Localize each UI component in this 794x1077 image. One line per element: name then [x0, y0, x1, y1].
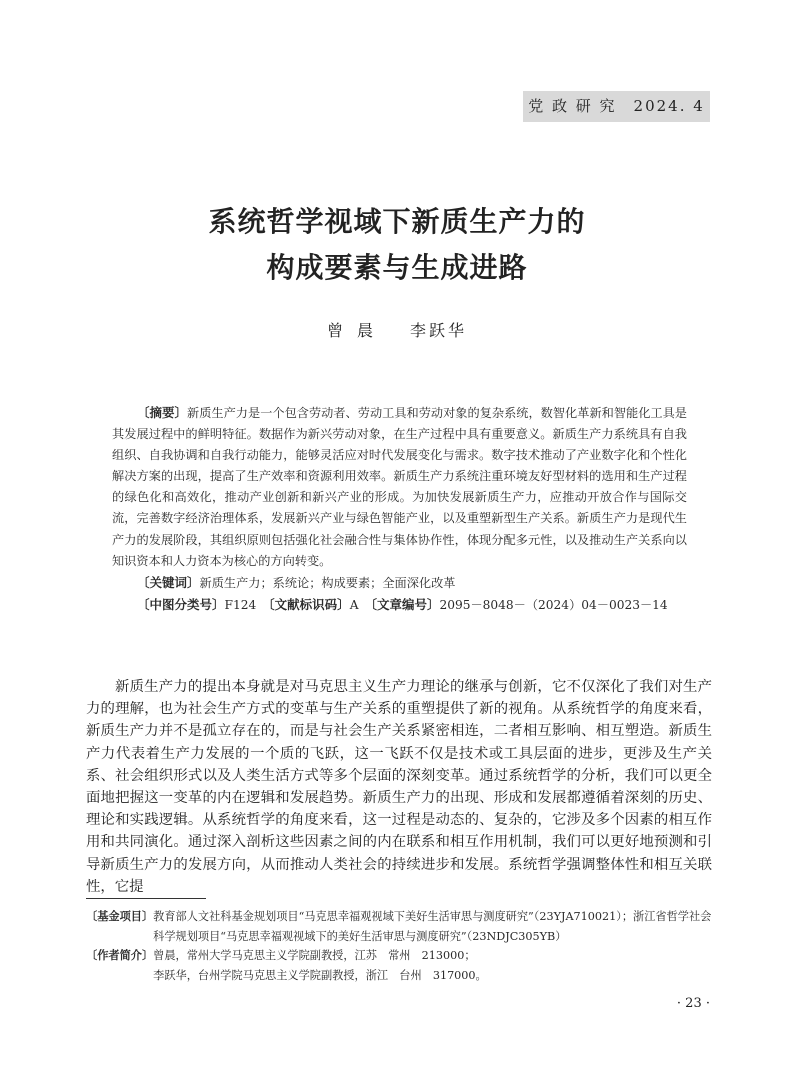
abstract-section — [112, 402, 687, 616]
clc-value: F124 — [224, 597, 257, 612]
author-1: 曾晨 — [326, 321, 387, 340]
author-bio-2: 李跃华，台州学院马克思主义学院副教授，浙江 台州 317000。 — [153, 968, 487, 982]
author-bio-label: 〔作者简介〕 — [86, 949, 154, 962]
abstract-label: 〔摘要〕 — [137, 405, 188, 420]
abstract-text: 新质生产力是一个包含劳动者、劳动工具和劳动对象的复杂系统，数智化革新和智能化工具是其发展过程中的鲜明特征。数据作为新兴劳动对象，在生产过程中具有重要意义。新质生产力系统具有自我组织、自我协调和自我行动能力，能够灵活应对时代发展变化与需求。数字技术推动了产业数字化和个性化解决方案的出现，提高了生产效率和资源利用效率。新质生产力系统注重环境友好型材料的选用和生产过程的绿色化和高效化，推动产业创新和新兴产业的形成。为加快发展新质生产力，应推动开放合作与国际交流，完善数字经济治理体系，发展新兴产业与绿色智能产业，以及重塑新型生产关系。新质生产力是现代生产力的发展阶段，其组织原则包括强化社会融合性与集体协作性，体现分配多元性，以及推动生产关系向以知识资本和人力资本为核心的方向转变。 — [112, 406, 687, 568]
keywords-text: 新质生产力；系统论；构成要素；全面深化改革 — [199, 575, 456, 590]
journal-issue-tag: 党 政 研 究 2024. 4 — [523, 91, 710, 122]
author-bio-1: 曾晨，常州大学马克思主义学院副教授，江苏 常州 213000； — [153, 949, 476, 962]
article-title-line-2: 构成要素与生成进路 — [266, 251, 528, 284]
keywords-line — [112, 572, 687, 594]
abstract-paragraph — [112, 402, 687, 572]
page-number: · 23 · — [676, 996, 710, 1011]
footnotes-section — [86, 907, 712, 985]
footnote-divider — [86, 898, 206, 899]
author-line — [0, 318, 794, 341]
clc-label: 〔中图分类号〕 — [137, 596, 225, 612]
fund-footnote — [86, 907, 712, 946]
doc-code-label: 〔文献标识码〕 — [268, 596, 350, 612]
doc-code-value: A — [349, 597, 359, 612]
article-number-value: 2095－8048－（2024）04－0023－14 — [439, 597, 668, 612]
fund-label: 〔基金项目〕 — [86, 910, 154, 923]
article-title-line-1: 系统哲学视域下新质生产力的 — [208, 205, 586, 238]
author-footnote — [86, 946, 712, 985]
author-bio-text — [153, 946, 712, 985]
body-paragraph: 新质生产力的提出本身就是对马克思主义生产力理论的继承与创新，它不仅深化了我们对生产力的理解，也为社会生产方式的变革与生产关系的重塑提供了新的视角。从系统哲学的角度来看，新质生产力并不是孤立存在的，而是与社会生产关系紧密相连，二者相互影响、相互塑造。新质生产力代表着生产力发展的一个质的飞跃，这一飞跃不仅是技术或工具层面的进步，更涉及生产关系、社会组织形式以及人类生活方式等多个层面的深刻变革。通过系统哲学的分析，我们可以更全面地把握这一变革的内在逻辑和发展趋势。新质生产力的出现、形成和发展都遵循着深刻的历史、理论和实践逻辑。从系统哲学的角度来看，这一过程是动态的、复杂的，它涉及多个因素的相互作用和共同演化。通过深入剖析这些因素之间的内在联系和相互作用机制，我们可以更好地预测和引导新质生产力的发展方向，从而推动人类社会的持续进步和发展。系统哲学强调整体性和相互关联性，它提 — [86, 679, 712, 895]
classification-line — [112, 594, 687, 616]
body-section — [86, 676, 712, 898]
article-number-label: 〔文章编号〕 — [370, 596, 440, 612]
author-2: 李跃华 — [410, 321, 468, 340]
keywords-label: 〔关键词〕 — [137, 574, 200, 590]
fund-text: 教育部人文社科基金规划项目“马克思幸福观视域下美好生活审思与测度研究”（23YJA710021）；浙江省哲学社会科学规划项目“马克思幸福观视域下的美好生活审思与测度研究”（23NDJC305YB） — [153, 910, 712, 943]
